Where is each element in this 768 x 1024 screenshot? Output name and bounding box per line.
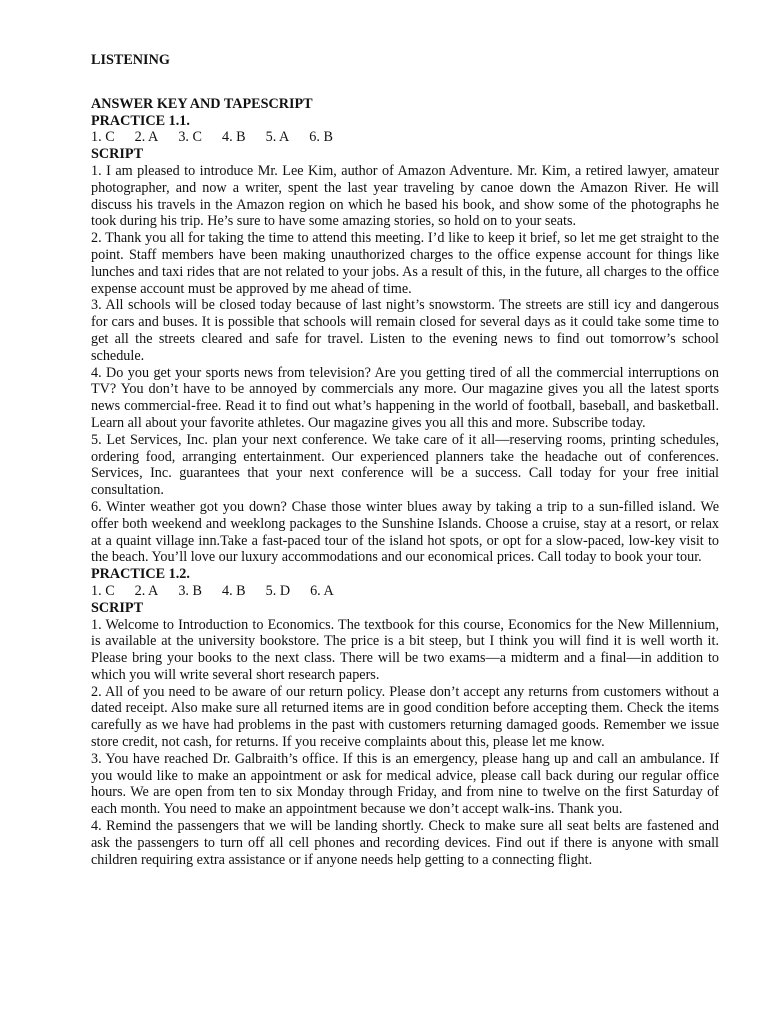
practice-section-1	[91, 113, 719, 567]
answer-key-row	[91, 583, 719, 600]
script-paragraph: 6. Winter weather got you down? Chase those winter blues away by taking a trip to a sun-filled island. We offer both weekend and weeklong packages to the Sunshine Islands. Choose a cruise, stay at a resort, or relax at a quaint village inn.Take a fast-paced tour of the island hot spots, or opt for a slow-paced, low-key visit to the beach. You’ll love our luxury accommodations and our economical prices. Call today to book your tour.	[91, 498, 719, 566]
answer-item: 1. C	[91, 129, 115, 146]
practice-heading: PRACTICE 1.2.	[91, 566, 190, 583]
script-paragraph: 4. Do you get your sports news from television? Are you getting tired of all the commercial interruptions on TV? You don’t have to be annoyed by commercials any more. Our magazine gives you all the latest sports news commercial-free. Read it to find out what’s happening in the world of football, baseball, and basketball. Learn all about your favorite athletes. Our magazine gives you all this and more. Subscribe today.	[91, 364, 719, 431]
script-paragraph: 5. Let Services, Inc. plan your next conference. We take care of it all—reserving rooms, printing schedules, ordering food, arranging entertainment. Our experienced planners take the headache out of conferences. Services, Inc. guarantees that your next conference will be a success. Call today for your free initial consultation.	[91, 431, 719, 499]
page-title: LISTENING	[91, 52, 170, 68]
script-paragraph: 2. Thank you all for taking the time to attend this meeting. I’d like to keep it brief, so let me get straight to the point. Staff members have been making unauthorized charges to the office expense account for things like lunches and taxi rides that are not related to your jobs. As a result of this, in the future, all charges to the office expense account must be approved by me ahead of time.	[91, 230, 719, 297]
answer-item: 5. A	[265, 129, 290, 146]
answer-item: 6. A	[310, 582, 334, 599]
answer-item: 5. D	[265, 582, 291, 599]
answer-item: 2. A	[134, 582, 159, 599]
practice-section-2	[91, 566, 719, 868]
script-label: SCRIPT	[91, 146, 144, 163]
answer-item: 3. C	[178, 129, 202, 146]
script-label: SCRIPT	[91, 599, 144, 616]
script-paragraph: 2. All of you need to be aware of our return policy. Please don’t accept any returns from customers without a dated receipt. Also make sure all returned items are in good condition before accepting them. Check the items carefully as we have had problems in the past with customers returning damaged goods. Remember we issue store credit, not cash, for returns. If you receive complaints about this, please let me know.	[91, 683, 719, 751]
practice-heading: PRACTICE 1.1.	[91, 112, 190, 129]
answer-item: 2. A	[134, 129, 159, 146]
answer-item: 6. B	[309, 129, 333, 146]
answer-item: 1. C	[91, 582, 115, 599]
answer-key-row	[91, 129, 719, 146]
script-paragraph: 4. Remind the passengers that we will be landing shortly. Check to make sure all seat belts are fastened and ask the passengers to turn off all cell phones and recording devices. Find out if there is anyone with small children requiring extra assistance or if anyone needs help getting to a connecting flight.	[91, 818, 719, 868]
section-title: ANSWER KEY AND TAPESCRIPT	[91, 95, 313, 112]
answer-item: 4. B	[221, 582, 246, 599]
answer-item: 3. B	[178, 582, 202, 599]
script-paragraph: 3. All schools will be closed today because of last night’s snowstorm. The streets are still icy and dangerous for cars and buses. It is possible that schools will remain closed for several days as it could take some time to get all the streets cleared and safe for travel. Listen to the evening news to find out tomorrow’s school schedule.	[91, 297, 719, 364]
answer-item: 4. B	[221, 129, 246, 146]
script-paragraph: 1. I am pleased to introduce Mr. Lee Kim, author of Amazon Adventure. Mr. Kim, a retired lawyer, amateur photographer, and now a writer, spent the last year traveling by canoe down the Amazon River. He will discuss his travels in the Amazon region on which he based his book, and show some of the photographs he took during his trip. He’s sure to have some amazing stories, so hold on to your seats.	[91, 162, 719, 230]
script-paragraph: 3. You have reached Dr. Galbraith’s office. If this is an emergency, please hang up and call an ambulance. If you would like to make an appointment or ask for medical advice, please call back during our regular office hours. We are open from ten to six Monday through Friday, and from nine to twelve on the first Saturday of each month. You need to make an appointment because we don’t accept walk-ins. Thank you.	[91, 750, 719, 818]
document-page	[91, 52, 719, 868]
script-paragraph: 1. Welcome to Introduction to Economics. The textbook for this course, Economics for the New Millennium, is available at the university bookstore. The price is a bit steep, but I think you will find it is well worth it. Please bring your books to the next class. There will be two exams—a midterm and a final—in addition to which you will write several short research papers.	[91, 616, 719, 683]
